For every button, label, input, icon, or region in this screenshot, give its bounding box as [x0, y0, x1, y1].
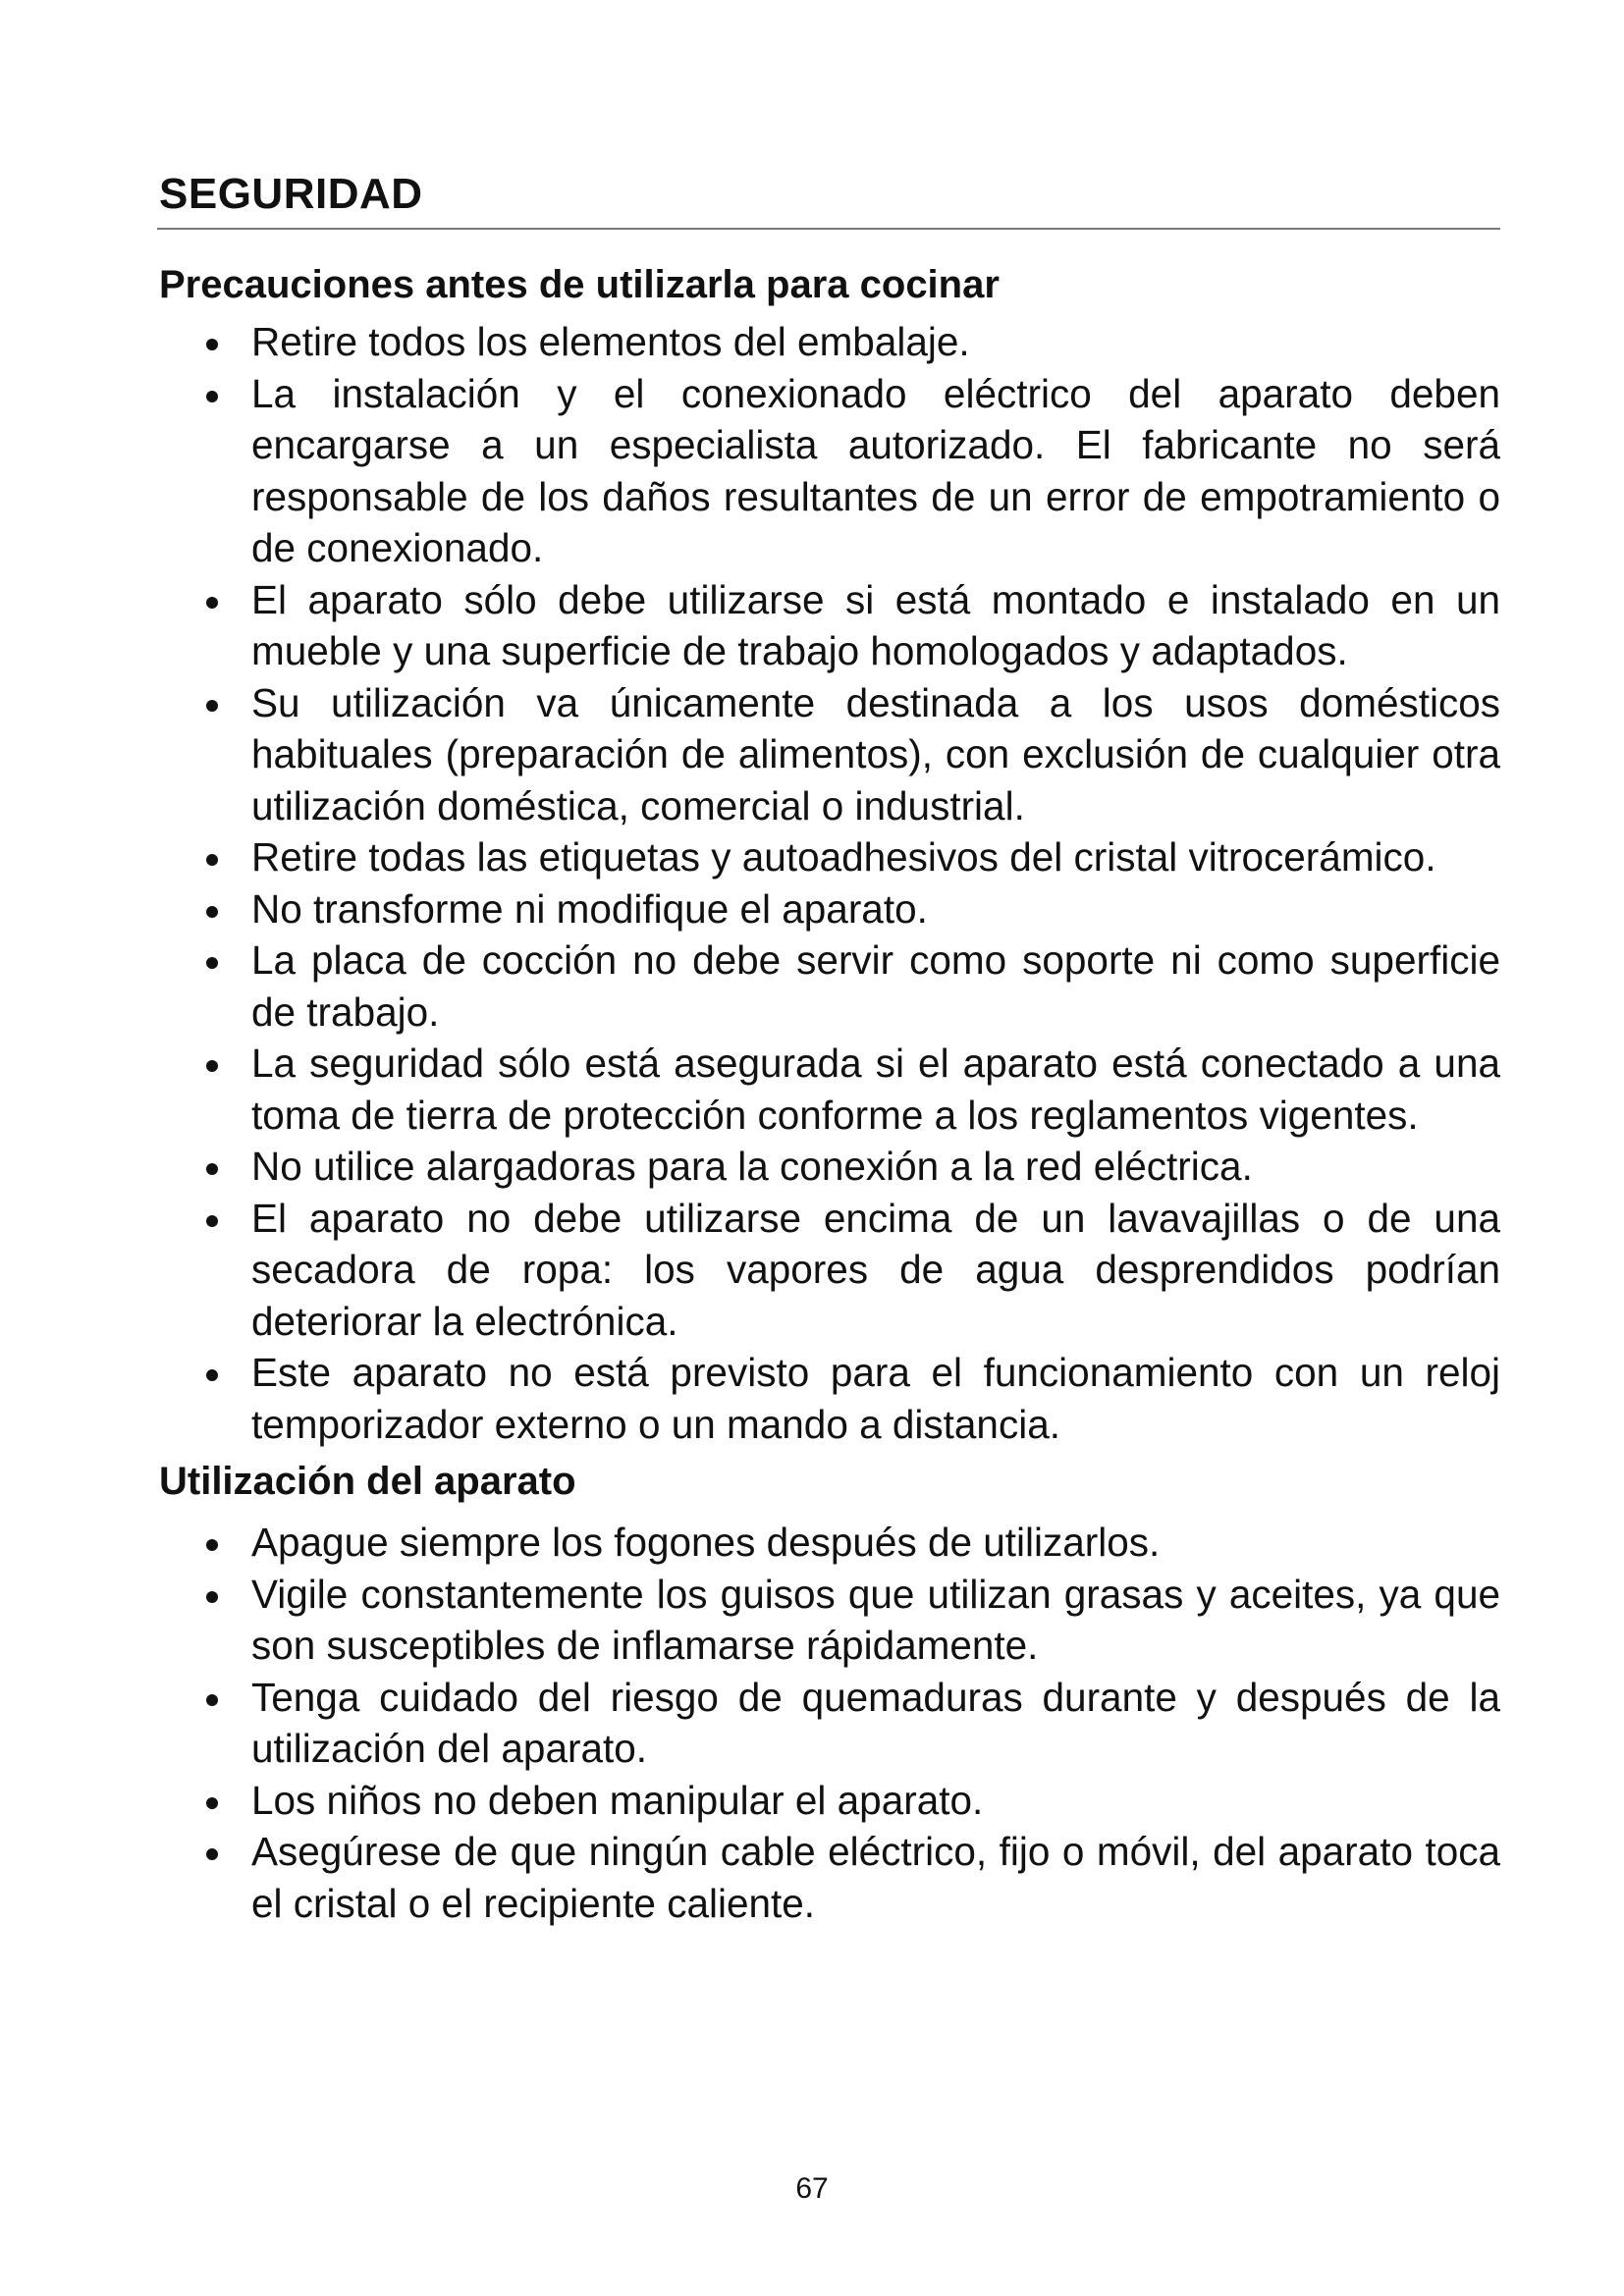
list-item-text: El aparato sólo debe utilizarse si está montado e instalado en un mueble y una superficie de trabajo homologados y adaptados.	[251, 576, 1500, 673]
list-item	[157, 368, 1500, 574]
list-item-text: Los niños no deben manipular el aparato.	[251, 1777, 984, 1823]
list-item	[157, 1347, 1500, 1450]
list-item	[157, 1569, 1500, 1672]
list-item-text: No transforme ni modifique el aparato.	[251, 885, 928, 932]
list-item	[157, 677, 1500, 832]
list-item	[157, 1517, 1500, 1569]
bullet-icon	[206, 597, 218, 609]
list-item	[157, 1775, 1500, 1827]
list-item-text: La instalación y el conexionado eléctrico del aparato deben encargarse a un especialista autorizado. El fabricante no será responsable de los daños resultantes de un error de empotramiento o de conexionado.	[251, 370, 1500, 570]
bullet-icon	[206, 1163, 218, 1175]
document-page	[157, 167, 1500, 1929]
list-item	[157, 831, 1500, 883]
list-item-text: Vigile constantemente los guisos que utilizan grasas y aceites, ya que son susceptibles de inflamarse rápidamente.	[251, 1571, 1500, 1668]
bullet-icon	[206, 339, 218, 350]
section-heading-utilizacion: Utilización del aparato	[159, 1460, 576, 1503]
bullet-icon	[206, 1215, 218, 1227]
list-item	[157, 934, 1500, 1038]
utilizacion-list	[157, 1517, 1500, 1929]
list-item-text: Retire todas las etiquetas y autoadhesivos del cristal vitrocerámico.	[251, 834, 1436, 880]
list-item-text: Tenga cuidado del riesgo de quemaduras durante y después de la utilización del aparato.	[251, 1674, 1500, 1771]
section-heading-precauciones: Precauciones antes de utilizarla para cocinar	[159, 263, 1000, 306]
list-item-text: Apague siempre los fogones después de utilizarlos.	[251, 1520, 1161, 1565]
list-item-text: No utilice alargadoras para la conexión a la red eléctrica.	[251, 1144, 1253, 1189]
list-item	[157, 883, 1500, 935]
bullet-icon	[206, 1060, 218, 1072]
bullet-icon	[206, 1591, 218, 1603]
list-item	[157, 1193, 1500, 1348]
bullet-icon	[206, 906, 218, 918]
list-item-text: El aparato no debe utilizarse encima de un lavavajillas o de una secadora de ropa: los vapores de agua desprendidos podrían deteriorar la electrónica.	[251, 1195, 1500, 1344]
bullet-icon	[206, 391, 218, 402]
page-title: SEGURIDAD	[157, 167, 1500, 230]
bullet-icon	[206, 1797, 218, 1809]
bullet-icon	[206, 1539, 218, 1551]
list-item	[157, 1141, 1500, 1193]
bullet-icon	[206, 1694, 218, 1706]
bullet-icon	[206, 854, 218, 866]
list-item	[157, 1672, 1500, 1775]
list-item-text: Retire todos los elementos del embalaje.	[251, 319, 970, 364]
list-item	[157, 1826, 1500, 1929]
list-item	[157, 316, 1500, 368]
list-item	[157, 574, 1500, 677]
precauciones-list	[157, 316, 1500, 1450]
bullet-icon	[206, 957, 218, 969]
list-item-text: Este aparato no está previsto para el funcionamiento con un reloj temporizador externo o un mando a distancia.	[251, 1350, 1500, 1447]
bullet-icon	[206, 1369, 218, 1381]
list-item-text: Asegúrese de que ningún cable eléctrico, fijo o móvil, del aparato toca el cristal o el recipiente caliente.	[251, 1829, 1500, 1926]
list-item-text: Su utilización va únicamente destinada a los usos domésticos habituales (preparación de alimentos), con exclusión de cualquier otra utilización doméstica, comercial o industrial.	[251, 679, 1500, 828]
page-number: 67	[795, 2172, 829, 2205]
list-item-text: La seguridad sólo está asegurada si el aparato está conectado a una toma de tierra de protección conforme a los reglamentos vigentes.	[251, 1041, 1500, 1138]
bullet-icon	[206, 1848, 218, 1860]
bullet-icon	[206, 700, 218, 712]
list-item	[157, 1038, 1500, 1141]
list-item-text: La placa de cocción no debe servir como soporte ni como superficie de trabajo.	[251, 937, 1500, 1035]
